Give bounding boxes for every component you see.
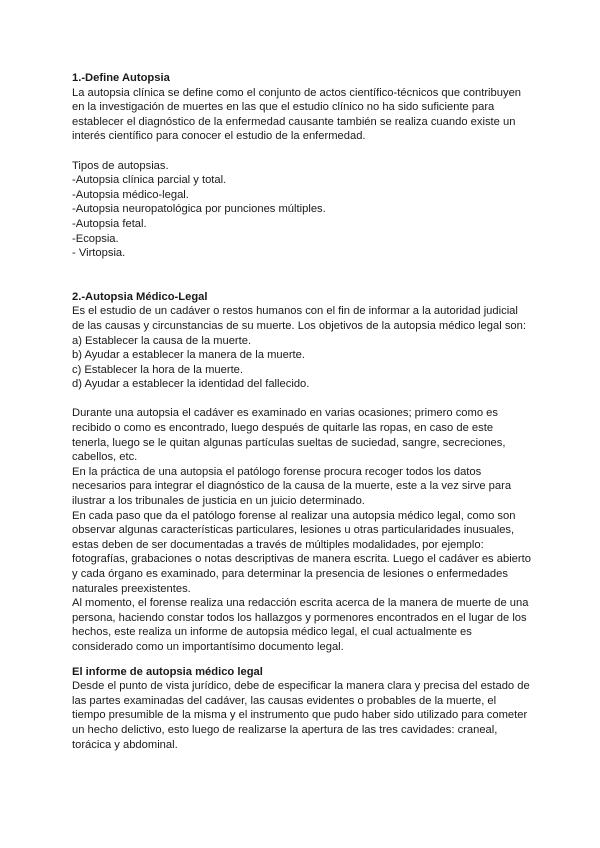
list-item: d) Ayudar a establecer la identidad del fallecido. <box>72 378 310 391</box>
paragraph-line: observar algunas características particulares, lesiones u otras particularidades inusuales, <box>72 524 515 537</box>
paragraph-line: las partes examinadas del cadáver, las causas evidentes o probables de la muerte, el <box>72 694 497 707</box>
paragraph-line: y cada órgano es examinado, para determinar la presencia de lesiones o enfermedades <box>72 568 508 580</box>
section3-body <box>72 679 528 752</box>
paragraph-line: Al momento, el forense realiza una redacción escrita acerca de la manera de muerte de una <box>72 597 529 610</box>
paragraph-line: considerado como un importantísimo documento legal. <box>72 640 344 653</box>
paragraph-line: en la investigación de muertes en las que el estudio clínico no ha sido suficiente para <box>72 101 495 114</box>
paragraph-line: necesarios para integrar el diagnóstico de la causa de la muerte, este a la vez sirve para <box>72 480 512 493</box>
paragraph-line: estas deben de ser documentadas a través de múltiples modalidades, por ejemplo: <box>72 538 484 551</box>
paragraph-line: fotografías, grabaciones o notas descriptivas de manera escrita. Luego el cadáver es abierto <box>72 553 531 566</box>
paragraph-line: tiempo presumible de la misma y el instrumento que pudo haber sido utilizado para cometer <box>72 709 528 722</box>
list-item: -Ecopsia. <box>72 232 119 245</box>
section-heading-informe-autopsia: El informe de autopsia médico legal <box>72 665 263 678</box>
section-heading-define-autopsia: 1.-Define Autopsia <box>72 72 170 84</box>
paragraph-line: Desde el punto de vista jurídico, debe de especificar la manera clara y precisa del estado de <box>72 680 530 693</box>
list-item: -Autopsia fetal. <box>72 217 147 230</box>
paragraph-line: En la práctica de una autopsia el patólogo forense procura recoger todos los datos <box>72 465 482 478</box>
paragraph-line: de las causas y circunstancias de su muerte. Los objetivos de la autopsia médico legal son: <box>72 319 526 332</box>
document-page <box>72 71 531 752</box>
paragraph-line: La autopsia clínica se define como el conjunto de actos científico-técnicos que contribuyen <box>72 86 522 99</box>
paragraph-line: ilustrar a los tribunales de justicia en un juicio determinado. <box>72 495 365 508</box>
paragraph-line: En cada paso que da el patólogo forense al realizar una autopsia médico legal, como son <box>72 509 516 522</box>
list-item: b) Ayudar a establecer la manera de la muerte. <box>72 349 305 362</box>
list-item: -Autopsia clínica parcial y total. <box>72 174 227 187</box>
paragraph-line: Es el estudio de un cadáver o restos humanos con el fin de informar a la autoridad judicial <box>72 305 518 318</box>
list-item: - Virtopsia. <box>72 247 126 260</box>
types-list <box>72 173 528 261</box>
list-item: -Autopsia neuropatológica por punciones múltiples. <box>72 203 326 216</box>
paragraph-line: naturales preexistentes. <box>72 582 191 595</box>
paragraph-line: persona, haciendo constar todos los hallazgos y pormenores encontrados en el lugar de los <box>72 611 527 624</box>
section-heading-autopsia-medico-legal: 2.-Autopsia Médico-Legal <box>72 290 208 303</box>
types-title: Tipos de autopsias. <box>72 159 169 172</box>
paragraph-line: un hecho delictivo, esto luego de realizarse la apertura de las tres cavidades: craneal, <box>72 723 498 736</box>
list-item: c) Establecer la hora de la muerte. <box>72 363 244 376</box>
paragraph-line: hechos, este realiza un informe de autopsia médico legal, el cual actualmente es <box>72 626 472 639</box>
paragraph-line: establecer el diagnóstico de la enfermedad causante también se realiza cuando existe un <box>72 115 516 128</box>
paragraph-line: torácica y abdominal. <box>72 738 178 751</box>
section1-intro <box>72 86 528 144</box>
paragraph-line: recibido o como es encontrado, luego después de quitarle las ropas, en caso de este <box>72 422 494 435</box>
paragraph-line: tenerla, luego se le quitan algunas partículas sueltas de suciedad, sangre, secreciones, <box>72 436 506 449</box>
objectives-list <box>72 334 528 392</box>
list-item: -Autopsia médico-legal. <box>72 188 189 201</box>
list-item: a) Establecer la causa de la muerte. <box>72 334 252 347</box>
paragraph-line: Durante una autopsia el cadáver es examinado en varias ocasiones; primero como es <box>72 407 498 420</box>
paragraph-line: cabellos, etc. <box>72 451 138 464</box>
section2-intro <box>72 304 528 333</box>
section2-body <box>72 406 531 654</box>
paragraph-line: interés científico para conocer el estudio de la enfermedad. <box>72 130 366 143</box>
